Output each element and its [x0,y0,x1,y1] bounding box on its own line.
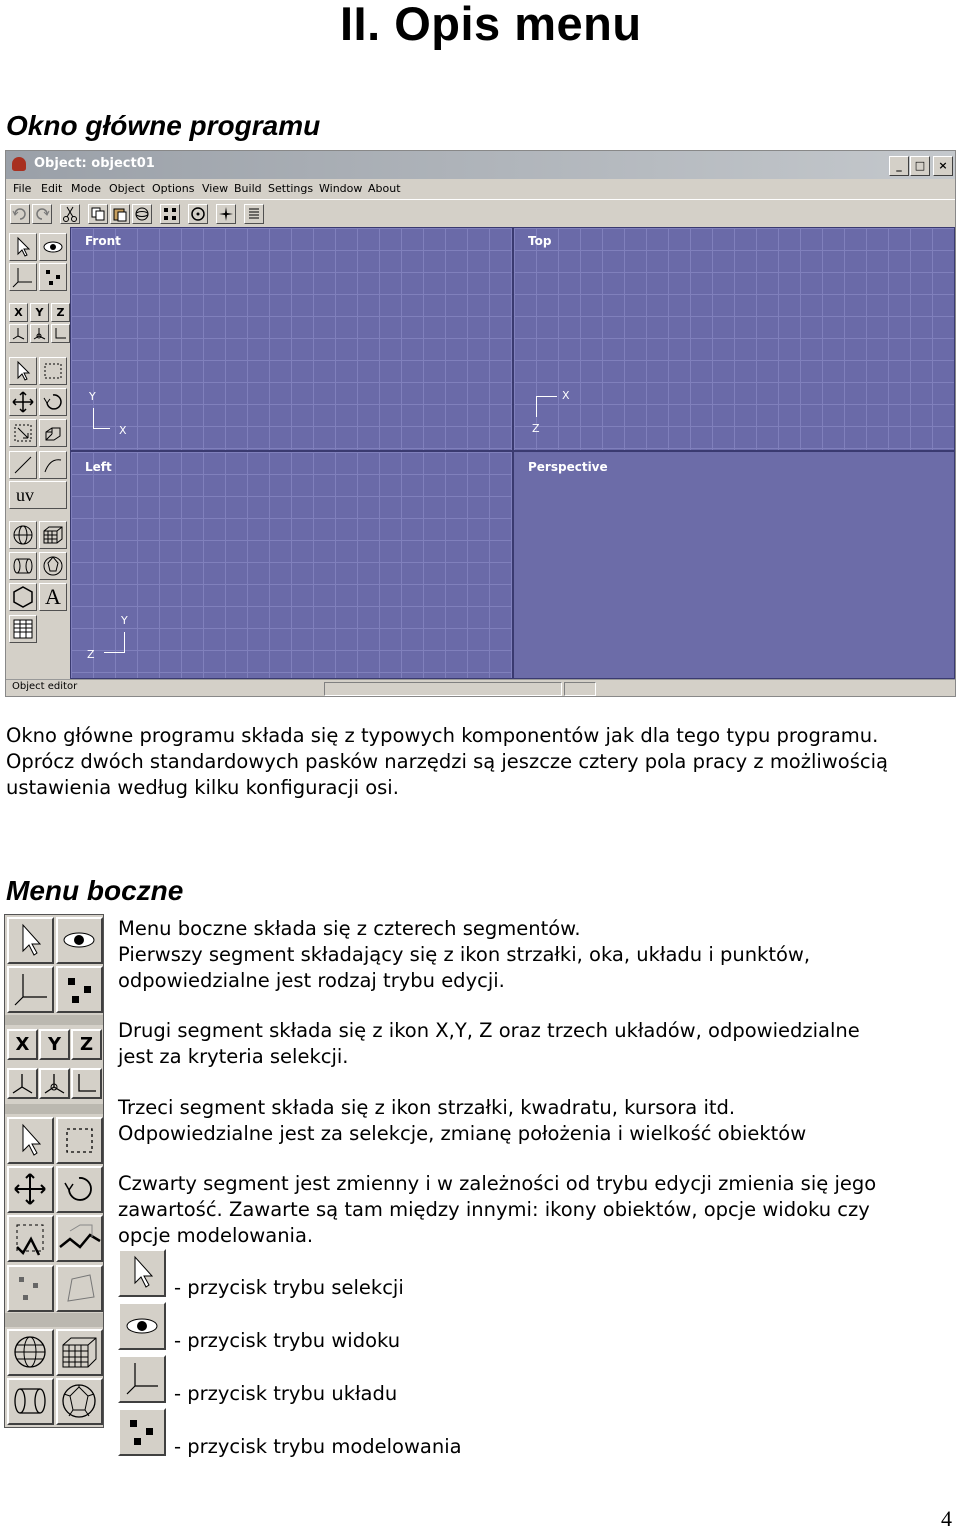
axes-xyz-icon[interactable] [9,324,28,343]
left-axis-y: Y [121,614,128,627]
axes-icon [118,1355,166,1403]
polygon-icon[interactable] [9,583,37,611]
menu-object[interactable]: Object [109,182,145,195]
eye-icon [118,1302,166,1350]
close-icon[interactable]: × [933,156,953,176]
axes-plane-icon [71,1068,102,1099]
table-grid-icon[interactable] [9,615,37,643]
front-axis-gizmo [93,408,110,429]
legend-view-mode: - przycisk trybu widoku [174,1329,401,1352]
viewport-perspective-label: Perspective [528,460,608,474]
window-titlebar [6,151,955,179]
axes-xyz-icon [7,1068,38,1099]
legend-modeling-mode: - przycisk trybu modelowania [174,1435,462,1458]
stretch-icon[interactable] [39,419,67,447]
paragraph-line: opcje modelowania. [118,1224,314,1247]
geosphere-icon[interactable] [39,552,67,580]
viewport-perspective[interactable] [513,451,955,679]
app-icon [12,157,26,171]
select-arrow-icon [7,1117,54,1164]
axes-mode-icon [7,966,54,1013]
rotate-icon[interactable] [188,204,208,224]
side-menu-paragraph-2 [118,1018,956,1070]
status-cell [564,682,596,696]
menu-view[interactable]: View [202,182,229,195]
toolbar [6,199,955,228]
menubar [6,179,955,199]
side-menu-paragraph-4 [118,1171,956,1249]
line-icon[interactable] [9,451,37,479]
cut-icon[interactable] [60,204,80,224]
paragraph-line: Odpowiedzialne jest za selekcje, zmianę położenia i wielkość obiektów [118,1122,807,1145]
legend-axes-mode: - przycisk trybu układu [174,1382,398,1405]
select-z-button: Z [71,1029,102,1060]
sparkle-icon[interactable] [216,204,236,224]
geosphere-icon [56,1378,103,1425]
paragraph-line: Drugi segment składa się z ikon X,Y, Z oraz trzech układów, odpowiedzialne [118,1019,860,1042]
maximize-icon[interactable]: □ [910,156,930,176]
side-menu-paragraph-3 [118,1095,956,1147]
paragraph-line: Pierwszy segment składający się z ikon strzałki, oka, układu i punktów, [118,943,811,966]
left-axis-z: Z [87,648,95,661]
paragraph-line: Menu boczne składa się z czterech segmentów. [118,917,581,940]
scale-icon[interactable] [9,419,37,447]
sphere-object-icon [7,1329,54,1376]
select-y-button[interactable]: Y [30,303,49,322]
menu-build[interactable]: Build [234,182,262,195]
viewport-front[interactable] [70,227,513,451]
axes-mode-icon[interactable] [9,263,37,291]
segment-divider [5,1015,103,1025]
arrow-icon [118,1249,166,1297]
scatter-points-icon [7,1265,54,1312]
move-icon [7,1166,54,1213]
window-title: Object: object01 [34,156,155,171]
legend-select-mode: - przycisk trybu selekcji [174,1276,404,1299]
left-axis-gizmo [104,632,125,653]
section-heading-side-menu: Menu boczne [6,875,184,906]
segment-divider [5,1313,103,1327]
side-menu-illustration [4,914,104,1428]
menu-edit[interactable]: Edit [41,182,63,195]
page-title: II. Opis menu [340,0,642,50]
paste-icon[interactable] [110,204,130,224]
select-y-button: Y [39,1029,70,1060]
sphere-object-icon[interactable] [9,521,37,549]
paragraph-line: ustawienia według kilku konfiguracji osi. [6,776,399,799]
points-icon [118,1408,166,1456]
front-axis-y: Y [89,390,96,403]
paragraph-line: Czwarty segment jest zmienny i w zależności od trybu edycji zmienia się jego [118,1172,877,1195]
grid-box-icon[interactable] [39,521,67,549]
scale-icon [7,1215,54,1262]
top-axis-x: X [562,389,570,402]
select-mode-icon [7,917,54,964]
viewport-left-label: Left [85,460,112,474]
text-object-icon[interactable]: A [39,583,67,611]
sidebar [6,227,70,679]
stretch-icon [56,1215,103,1262]
cylinder-icon[interactable] [9,552,37,580]
paragraph-line: Okno główne programu składa się z typowych komponentów jak dla tego typu programu. [6,724,879,747]
paragraph-line: odpowiedzialne jest rodzaj trybu edycji. [118,969,505,992]
axes-local-icon [39,1068,70,1099]
paragraph-line: Trzeci segment składa się z ikon strzałki, kwadratu, kursora itd. [118,1096,736,1119]
main-window-description [6,723,956,801]
select-box-icon [56,1117,103,1164]
uv-button[interactable]: uv [9,481,67,509]
segment-divider [5,1104,103,1114]
top-axis-gizmo [536,396,557,417]
side-menu-paragraph-1 [118,916,956,994]
redo-icon[interactable] [32,204,52,224]
menu-settings[interactable]: Settings [268,182,314,195]
grid-box-icon [56,1329,103,1376]
dots-icon[interactable] [160,204,180,224]
copy-icon[interactable] [88,204,108,224]
menu-options[interactable]: Options [152,182,195,195]
cylinder-icon [7,1378,54,1425]
rotate-object-icon [56,1166,103,1213]
points-mode-icon[interactable] [39,263,67,291]
statusbar [6,679,955,697]
view-mode-icon [56,917,103,964]
view-mode-icon[interactable] [39,233,67,261]
paragraph-line: zawartość. Zawarte są tam między innymi: ikony obiektów, opcje widoku czy [118,1198,870,1221]
undo-icon[interactable] [10,204,30,224]
axes-local-icon[interactable] [30,324,49,343]
select-mode-icon[interactable] [9,233,37,261]
menu-about[interactable]: About [368,182,401,195]
select-x-button: X [7,1029,38,1060]
menu-window[interactable]: Window [319,182,363,195]
status-cell [324,682,562,696]
axes-plane-icon[interactable] [51,324,70,343]
menu-file[interactable]: File [13,182,32,195]
menu-mode[interactable]: Mode [71,182,101,195]
curve-icon[interactable] [39,451,67,479]
top-axis-z: Z [532,422,540,435]
select-z-button[interactable]: Z [51,303,70,322]
page-number: 4 [941,1506,952,1531]
viewport-front-label: Front [85,234,121,248]
viewport-top-label: Top [528,234,552,248]
paragraph-line: jest za kryteria selekcji. [118,1045,349,1068]
select-arrow-icon[interactable] [9,357,37,385]
viewport-top[interactable] [513,227,955,451]
points-mode-icon [56,966,103,1013]
sphere-icon[interactable] [132,204,152,224]
plane-shape-icon [56,1265,103,1312]
paragraph-line: Oprócz dwóch standardowych pasków narzędzi są jeszcze cztery pola pracy z możliwością [6,750,888,773]
status-text: Object editor [12,681,78,692]
select-x-button[interactable]: X [9,303,28,322]
program-window-screenshot [5,150,956,697]
minimize-icon[interactable]: _ [889,156,909,176]
rotate-object-icon[interactable] [39,388,67,416]
select-box-icon[interactable] [39,357,67,385]
section-heading-main-window: Okno główne programu [6,110,321,141]
viewport-left[interactable] [70,451,513,679]
list-icon[interactable] [244,204,264,224]
move-icon[interactable] [9,388,37,416]
front-axis-x: X [119,424,127,437]
